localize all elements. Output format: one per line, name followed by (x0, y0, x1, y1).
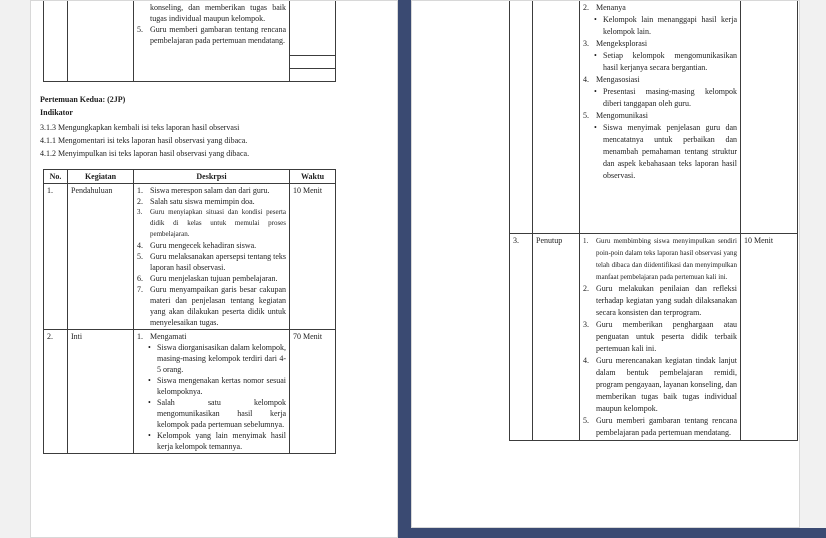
list-marker: 2. (137, 196, 143, 206)
cell-no: 2. (44, 329, 68, 453)
cell-waktu (741, 1, 798, 233)
indicator-item: 4.1.1 Mengomentari isi teks laporan hasil observasi yang dibaca. (40, 135, 248, 145)
numbered-item (137, 196, 286, 207)
list-marker: 5. (137, 25, 143, 34)
list-marker: 1. (137, 185, 143, 195)
list-text: Guru melaksanakan apersepsi tentang teks laporan hasil observasi. (150, 251, 286, 272)
numbered-item (583, 74, 737, 86)
indicator-list (40, 121, 397, 160)
list-text: konseling, dan memberikan tugas baik tugas individual maupun kelompok. (150, 3, 286, 23)
list-marker: 5. (137, 251, 143, 261)
description-blocks (583, 2, 737, 182)
document-page-left (30, 0, 398, 538)
table-row-pendahuluan (44, 183, 336, 329)
bullet-item (583, 86, 737, 110)
list-text: Mengeksplorasi (596, 39, 648, 48)
numbered-item (137, 284, 286, 328)
list-text: Siswa diorganisasikan dalam kelompok, masing-masing kelompok terdiri dari 4-5 orang. (157, 342, 286, 374)
list-marker: • (594, 123, 597, 132)
numbered-item (137, 2, 286, 24)
list-text: Kelompok lain menanggapi hasil kerja kelompok lain. (603, 15, 737, 36)
numbered-item (583, 319, 737, 355)
list-marker: 7. (137, 284, 143, 294)
list-marker (137, 2, 150, 24)
numbered-item (137, 24, 286, 46)
list-text: Guru menyiapkan situasi dan kondisi peserta didik di kelas untuk memulai proses pembelajaran. (150, 207, 286, 238)
list-marker: • (148, 342, 151, 352)
numbered-item (583, 2, 737, 14)
bullet-item (583, 122, 737, 182)
cell-waktu: 10 Menit (290, 183, 336, 329)
list-marker: 3. (583, 319, 589, 329)
list-text: Guru membimbing siswa menyimpulkan sendiri poin-poin dalam teks laporan hasil observasi yang telah dibaca dan diidentifikasi dan menyimpulkan manfaat pembelajaran pada pertemuan kali ini. (596, 236, 737, 281)
col-header-kegiatan: Kegiatan (68, 169, 134, 183)
numbered-item (583, 235, 737, 283)
cell-no: 1. (44, 183, 68, 329)
numbered-item (583, 355, 737, 415)
list-marker: • (148, 430, 151, 440)
numbered-item (137, 185, 286, 196)
list-text: Guru menyampaikan garis besar cakupan materi dan penjelasan tentang kegiatan yang akan dilakukan peserta didik untuk menyelesaikan tugas. (150, 284, 286, 327)
description-blocks (583, 235, 737, 439)
list-text: Salah satu siswa memimpin doa. (150, 196, 255, 206)
numbered-item (137, 331, 286, 342)
previous-table-fragment (43, 1, 336, 82)
activity-table (43, 169, 336, 454)
table-row-inti (44, 329, 336, 453)
table-header-row (44, 169, 336, 183)
list-marker: 5. (583, 415, 589, 425)
cell-waktu: 70 Menit (290, 329, 336, 453)
list-marker: 5. (583, 111, 589, 120)
bullet-item (583, 14, 737, 38)
cell-no (44, 1, 68, 81)
cell-deskripsi (580, 233, 741, 440)
cell-kegiatan (68, 1, 134, 81)
list-marker: 3. (137, 207, 143, 216)
list-text: Salah satu kelompok mengomunikasikan hasil kerja kelompok pada pertemuan sebelumnya. (157, 397, 286, 429)
description-blocks (137, 331, 286, 452)
list-text: Menanya (596, 3, 626, 12)
bottom-band (398, 528, 826, 538)
indicator-item: 4.1.2 Menyimpulkan isi teks laporan hasil observasi yang dibaca. (40, 148, 250, 158)
page-gap-band (398, 0, 411, 538)
cell-deskripsi (134, 329, 290, 453)
cell-deskripsi (580, 1, 741, 233)
list-text: Guru memberi gambaran tentang rencana pembelajaran pada pertemuan mendatang. (596, 415, 737, 437)
list-text: Kelompok yang lain menyimak hasil kerja kelompok temannya. (157, 430, 286, 451)
cell-kegiatan: Inti (68, 329, 134, 453)
cell-deskripsi (134, 183, 290, 329)
numbered-item (137, 207, 286, 240)
cell-waktu (290, 1, 336, 55)
list-marker: 6. (137, 273, 143, 283)
list-marker: 2. (583, 283, 589, 293)
col-header-deskripsi: Deskrpsi (134, 169, 290, 183)
numbered-item (137, 273, 286, 284)
list-text: Guru merencanakan kegiatan tindak lanjut dalam bentuk pembelajaran remidi, program pengayaan, layanan konseling, dan memberikan tugas baik tugas individual maupun kelompok. (596, 355, 737, 413)
list-text: Guru mengecek kehadiran siswa. (150, 240, 257, 250)
cell-kegiatan: Penutup (533, 233, 580, 440)
numbered-item (583, 38, 737, 50)
list-marker: 4. (583, 75, 589, 84)
document-page-right (411, 0, 800, 528)
list-text: Siswa menyimak penjelasan guru dan mencatatnya untuk perbaikan dan menambah pemahaman tentang struktur dan aspek kebahasaan teks laporan hasil observasi. (603, 123, 737, 180)
list-text: Presentasi masing-masing kelompok diberi tanggapan oleh guru. (603, 87, 737, 108)
cell-waktu (290, 55, 336, 68)
list-text: Guru memberi gambaran tentang rencana pembelajaran pada pertemuan mendatang. (150, 25, 286, 45)
list-text: Guru melakukan penilaian dan refleksi terhadap kegiatan yang sudah dilaksanakan secara konsisten dan terprogram. (596, 283, 737, 317)
col-header-no: No. (44, 169, 68, 183)
numbered-item (137, 240, 286, 251)
fragment-row (44, 1, 336, 55)
bullet-item (137, 375, 286, 397)
list-text: Mengamati (150, 331, 187, 341)
cell-kegiatan (533, 1, 580, 233)
bullet-item (137, 397, 286, 430)
description-blocks (137, 185, 286, 328)
bullet-item (137, 342, 286, 375)
list-marker: • (594, 51, 597, 60)
meeting-heading: Pertemuan Kedua: (2JP) (40, 94, 126, 104)
list-text: Siswa merespon salam dan dari guru. (150, 185, 270, 195)
indicator-heading: Indikator (40, 107, 73, 117)
bullet-item (583, 50, 737, 74)
numbered-item (583, 415, 737, 439)
list-text: Mengasosiasi (596, 75, 640, 84)
cell-waktu: 10 Menit (741, 233, 798, 440)
indicator-item: 3.1.3 Mengungkapkan kembali isi teks laporan hasil observasi (40, 122, 240, 132)
table-row-penutup (510, 233, 798, 440)
list-marker: 3. (583, 39, 589, 48)
list-text: Guru menjelaskan tujuan pembelajaran. (150, 273, 278, 283)
list-text: Siswa mengenakan kertas nomor sesuai kelompoknya. (157, 375, 286, 396)
cell-deskripsi (134, 1, 290, 81)
list-text: Setiap kelompok mengomunikasikan hasil kerjanya secara bergantian. (603, 51, 737, 72)
numbered-item (583, 110, 737, 122)
col-header-waktu: Waktu (290, 169, 336, 183)
list-marker: 1. (137, 331, 143, 341)
bullet-item (137, 430, 286, 452)
description-blocks (137, 2, 286, 46)
list-text: Guru memberikan penghargaan atau penguatan untuk peserta didik terbaik pertemuan kali ini. (596, 319, 737, 353)
table-row-inti-continued (510, 1, 798, 233)
cell-no (510, 1, 533, 233)
list-marker: 1. (583, 236, 589, 245)
list-marker: 4. (583, 355, 589, 365)
list-marker: • (594, 15, 597, 24)
list-marker: 4. (137, 240, 143, 250)
list-marker: • (148, 397, 151, 407)
cell-no: 3. (510, 233, 533, 440)
activity-table-continued (509, 1, 798, 441)
numbered-item (583, 283, 737, 319)
list-marker: • (594, 87, 597, 96)
cell-kegiatan: Pendahuluan (68, 183, 134, 329)
cell-waktu (290, 68, 336, 81)
list-text: Mengomunikasi (596, 111, 648, 120)
list-marker: • (148, 375, 151, 385)
list-marker: 2. (583, 3, 589, 12)
numbered-item (137, 251, 286, 273)
